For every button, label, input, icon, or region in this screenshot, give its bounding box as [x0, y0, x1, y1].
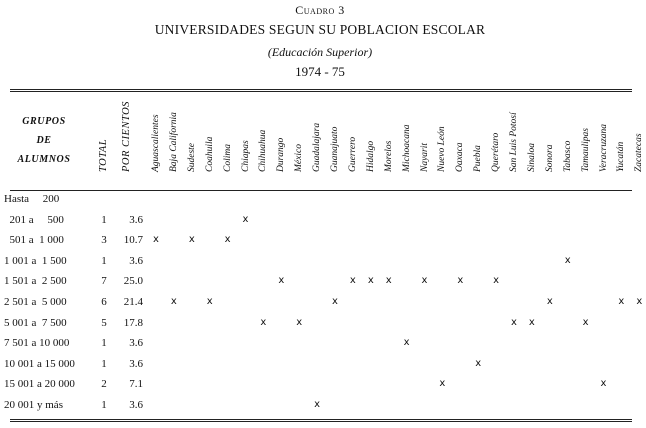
state-header: Tamaulipas — [580, 128, 591, 172]
range-cell: 10 001 a 15 000 — [4, 357, 75, 370]
top-rule-inner — [10, 91, 632, 92]
state-header-wrap — [418, 96, 432, 186]
state-header-wrap — [149, 96, 163, 186]
state-header: Aguascalientes — [151, 114, 161, 172]
state-header-wrap — [185, 96, 199, 186]
presence-mark: x — [314, 399, 321, 410]
presence-mark: x — [260, 316, 267, 328]
percent-cell: 21.4 — [123, 296, 143, 308]
state-header-wrap — [310, 96, 324, 186]
range-cell: 7 501 a 10 000 — [4, 337, 70, 350]
range-cell: 5 001 a 7 500 — [4, 316, 67, 329]
header-bottom-rule — [10, 190, 632, 191]
table-subtitle: (Educación Superior) — [267, 45, 373, 59]
presence-mark: x — [475, 357, 482, 369]
presence-mark: x — [206, 296, 213, 307]
state-header-wrap — [239, 96, 253, 186]
percent-cell: 17.8 — [123, 316, 143, 329]
range-cell: 501 a 1 000 — [4, 234, 64, 247]
group-header-line-2: DE — [36, 135, 52, 146]
total-cell: 3 — [101, 234, 107, 247]
state-header-wrap — [274, 96, 288, 186]
state-header-wrap — [597, 96, 611, 186]
state-header-wrap — [489, 96, 503, 186]
state-header-wrap — [632, 96, 646, 186]
top-rule — [10, 89, 632, 90]
range-cell: Hasta 200 — [4, 193, 60, 205]
state-header-wrap — [203, 96, 217, 186]
total-cell: 1 — [101, 213, 107, 226]
state-header: Chihuahua — [258, 129, 269, 172]
range-cell: 1 501 a 2 500 — [4, 275, 67, 288]
state-header-wrap — [256, 96, 270, 186]
presence-mark: x — [457, 275, 464, 287]
presence-mark: x — [296, 316, 303, 328]
table-row — [0, 378, 640, 398]
table-row — [0, 275, 640, 295]
total-header-wrap — [97, 96, 111, 186]
state-header: Sinaloa — [526, 142, 537, 172]
state-header-wrap — [346, 96, 360, 186]
table-row — [0, 214, 640, 234]
state-header: Morelos — [383, 140, 394, 172]
total-cell: 1 — [101, 337, 107, 350]
state-header: Querétaro — [491, 132, 502, 172]
table-heading: Cuadro 3 — [295, 3, 345, 17]
range-cell: 2 501 a 5 000 — [4, 296, 67, 308]
state-header: México — [294, 144, 305, 172]
state-header-wrap — [221, 96, 235, 186]
presence-mark: x — [224, 234, 231, 246]
state-header: Sonora — [544, 144, 555, 172]
state-header-wrap — [400, 96, 414, 186]
presence-mark: x — [618, 296, 625, 307]
state-header: Zacatecas — [634, 133, 645, 172]
presence-mark: x — [170, 296, 177, 307]
state-header: Michoacana — [401, 124, 412, 172]
presence-mark: x — [421, 275, 428, 287]
table-row — [0, 317, 640, 337]
presence-mark: x — [600, 378, 607, 390]
pct-header: POR CIENTOS — [121, 101, 132, 172]
table-row — [0, 193, 640, 213]
total-cell: 7 — [101, 275, 107, 288]
percent-cell: 10.7 — [123, 234, 143, 247]
table-row — [0, 399, 640, 419]
percent-cell: 25.0 — [123, 275, 143, 288]
state-header-wrap — [328, 96, 342, 186]
total-cell: 5 — [101, 316, 107, 329]
percent-cell: 3.6 — [129, 213, 143, 226]
bottom-rule — [10, 419, 632, 420]
state-header: Puebla — [473, 145, 484, 172]
presence-mark: x — [511, 316, 517, 328]
state-header-wrap — [614, 96, 628, 186]
pct-header-wrap — [120, 96, 134, 186]
state-header-wrap — [167, 96, 181, 186]
range-cell: 15 001 a 20 000 — [4, 378, 75, 391]
percent-cell: 3.6 — [129, 399, 143, 411]
state-header-wrap — [543, 96, 557, 186]
table-period: 1974 - 75 — [295, 64, 345, 79]
presence-mark: x — [636, 296, 643, 307]
state-header-wrap — [453, 96, 467, 186]
percent-cell: 3.6 — [129, 254, 143, 267]
presence-mark: x — [242, 213, 249, 225]
total-cell: 1 — [101, 254, 107, 267]
presence-mark: x — [188, 234, 195, 246]
total-cell: 2 — [101, 378, 107, 391]
state-header-wrap — [382, 96, 396, 186]
state-header: Veracruzana — [598, 123, 609, 172]
presence-mark: x — [385, 275, 392, 287]
state-header: Chiapas — [240, 140, 251, 172]
state-header-wrap — [507, 96, 521, 186]
state-header: Guadalajara — [312, 122, 323, 172]
percent-cell: 3.6 — [129, 337, 143, 350]
state-header: Coahuila — [204, 136, 215, 172]
range-cell: 1 001 a 1 500 — [4, 254, 67, 267]
total-header: TOTAL — [98, 138, 109, 172]
total-cell: 6 — [101, 296, 107, 308]
state-header: Guerrero — [347, 136, 358, 172]
state-header-wrap — [525, 96, 539, 186]
presence-mark: x — [564, 254, 571, 266]
percent-cell: 7.1 — [129, 378, 143, 391]
state-header: Oaxaca — [455, 142, 466, 172]
state-header: Durango — [276, 137, 287, 172]
presence-mark: x — [153, 234, 159, 246]
percent-cell: 3.6 — [129, 357, 143, 370]
table-title: UNIVERSIDADES SEGUN SU POBLACION ESCOLAR — [154, 22, 486, 37]
presence-mark: x — [582, 316, 589, 328]
state-header-wrap — [435, 96, 449, 186]
total-cell: 1 — [101, 357, 107, 370]
presence-mark: x — [439, 378, 446, 390]
presence-mark: x — [546, 296, 553, 307]
state-header: Sudeste — [186, 142, 197, 172]
presence-mark: x — [403, 337, 410, 349]
table-row — [0, 234, 640, 254]
presence-mark: x — [332, 296, 338, 307]
state-header-wrap — [579, 96, 593, 186]
table-row — [0, 296, 643, 316]
state-header: Baja California — [168, 112, 179, 172]
state-header: Yucatán — [616, 141, 627, 172]
total-cell: 1 — [101, 399, 107, 411]
state-header: Nuevo León — [437, 126, 448, 172]
state-header: Colima — [222, 144, 233, 172]
group-header-line-3: ALUMNOS — [17, 154, 71, 165]
state-header: San Luis Potosí — [509, 112, 519, 172]
state-header-wrap — [364, 96, 378, 186]
range-cell: 201 a 500 — [4, 213, 64, 226]
state-header-wrap — [471, 96, 485, 186]
presence-mark: x — [349, 275, 356, 287]
state-header-wrap — [292, 96, 306, 186]
group-header-line-1: GRUPOS — [22, 116, 66, 127]
state-header: Tabasco — [562, 140, 573, 172]
presence-mark: x — [367, 275, 374, 287]
presence-mark: x — [528, 316, 535, 328]
state-header: Guanajuato — [330, 126, 340, 172]
table-row — [0, 337, 640, 357]
bottom-rule-inner — [10, 421, 632, 422]
range-cell: 20 001 y más — [4, 399, 63, 411]
state-header: Nayarit — [419, 142, 430, 172]
table-row — [0, 255, 640, 275]
state-header: Hidalgo — [365, 140, 376, 172]
table-row — [0, 358, 640, 378]
presence-mark: x — [278, 275, 285, 287]
state-header-wrap — [561, 96, 575, 186]
presence-mark: x — [493, 275, 500, 287]
